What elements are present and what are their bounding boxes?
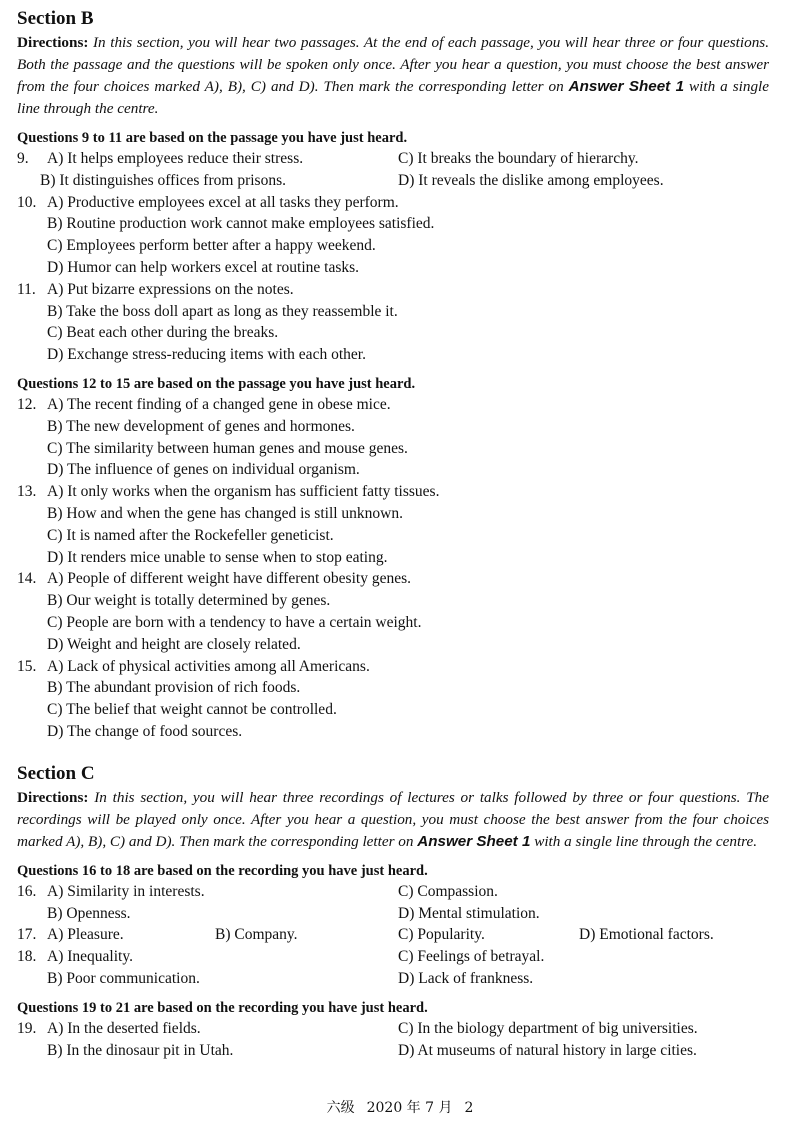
option-b: B) Routine production work cannot make employees satisfied.: [47, 215, 435, 233]
footer-level: 六级: [326, 1100, 355, 1116]
question-14: [17, 568, 769, 590]
answer-sheet-ref: Answer Sheet 1: [568, 78, 685, 95]
option-row: [17, 590, 769, 612]
option-row: [17, 525, 769, 547]
question-number: 10.: [17, 193, 37, 211]
question-9: [17, 148, 769, 170]
question-16-row2: [17, 903, 769, 925]
question-number: 15.: [17, 657, 37, 675]
question-number: 17.: [17, 926, 37, 944]
footer-date: 2020 年 7 月: [366, 1100, 453, 1116]
option-row: [17, 612, 769, 634]
page-footer: [0, 1097, 800, 1117]
question-number: 16.: [17, 882, 37, 900]
question-number: 13.: [17, 483, 37, 501]
option-b: B) Openness.: [47, 904, 131, 922]
option-a: A) Lack of physical activities among all Americans.: [47, 657, 370, 675]
option-c: C) Employees perform better after a happy weekend.: [47, 237, 376, 255]
option-d: D) The influence of genes on individual organism.: [47, 461, 360, 479]
option-row: [17, 235, 769, 257]
section-b-directions: [17, 32, 769, 120]
option-b: B) Company.: [215, 926, 298, 944]
question-group-heading: Questions 9 to 11 are based on the passage you have just heard.: [17, 130, 408, 146]
directions-text-end: with a single line through the centre.: [17, 78, 770, 117]
option-row: [17, 322, 769, 344]
option-b: B) How and when the gene has changed is still unknown.: [47, 504, 404, 522]
directions-label: Directions:: [17, 34, 89, 51]
option-d: D) Emotional factors.: [579, 926, 714, 944]
option-row: [17, 301, 769, 323]
option-d: D) It renders mice unable to sense when to stop eating.: [47, 548, 388, 566]
option-c: C) In the biology department of big universities.: [398, 1019, 698, 1037]
question-number: 14.: [17, 570, 37, 588]
option-row: [17, 257, 769, 279]
question-number: 18.: [17, 948, 37, 966]
option-c: C) Compassion.: [398, 882, 498, 900]
section-c-directions: [17, 787, 769, 853]
directions-label: Directions:: [17, 788, 89, 806]
option-b: B) The abundant provision of rich foods.: [47, 679, 301, 697]
option-b: B) Poor communication.: [47, 969, 200, 987]
option-d: D) Mental stimulation.: [398, 904, 540, 922]
question-19-row2: [17, 1040, 769, 1062]
option-a: A) Pleasure.: [47, 926, 124, 944]
question-17: [17, 924, 769, 946]
option-d: D) It reveals the dislike among employees.: [398, 171, 664, 189]
option-c: C) The belief that weight cannot be controlled.: [47, 701, 337, 719]
question-9-row2: [17, 170, 769, 192]
question-number: 11.: [17, 280, 36, 298]
option-b: B) Our weight is totally determined by genes.: [47, 592, 331, 610]
option-row: [17, 634, 769, 656]
question-10: [17, 192, 769, 214]
question-11: [17, 279, 769, 301]
option-d: D) The change of food sources.: [47, 722, 243, 740]
option-a: A) People of different weight have different obesity genes.: [47, 570, 411, 588]
option-a: A) In the deserted fields.: [47, 1019, 201, 1037]
option-row: [17, 438, 769, 460]
option-d: D) Exchange stress-reducing items with each other.: [47, 346, 366, 364]
question-group-heading: Questions 12 to 15 are based on the passage you have just heard.: [17, 375, 416, 392]
option-c: C) The similarity between human genes and mouse genes.: [47, 439, 408, 457]
option-c: C) Feelings of betrayal.: [398, 948, 545, 966]
option-row: [17, 213, 769, 235]
section-b-title: Section B: [17, 8, 94, 29]
option-a: A) Similarity in interests.: [47, 882, 205, 900]
option-row: [17, 344, 769, 366]
question-13: [17, 481, 769, 503]
question-number: 19.: [17, 1019, 37, 1037]
directions-text: In this section, you will hear three recordings of lectures or talks followed by three or four questions. The recordings will be played only once. After you hear a question, you must choose the best answer from the four choices marked A), B), C) and D). Then mark the corresponding letter on: [17, 788, 769, 850]
option-c: C) Popularity.: [398, 926, 485, 944]
question-number: 9.: [17, 150, 29, 167]
option-b: B) The new development of genes and hormones.: [47, 417, 355, 435]
option-a: A) Put bizarre expressions on the notes.: [47, 280, 294, 298]
answer-sheet-ref: Answer Sheet 1: [417, 832, 531, 850]
option-row: [17, 547, 769, 569]
directions-text: In this section, you will hear two passages. At the end of each passage, you will hear three or four questions. Both the passage and the questions will be spoken only once. After you hear a question, you must choose the best answer from the four choices marked A), B), C) and D). Then mark the corresponding letter on: [17, 34, 770, 95]
option-c: C) It is named after the Rockefeller geneticist.: [47, 526, 334, 544]
question-18-row2: [17, 968, 769, 990]
option-a: A) Productive employees excel at all tasks they perform.: [47, 193, 399, 211]
option-row: [17, 459, 769, 481]
option-d: D) Lack of frankness.: [398, 969, 534, 987]
option-b: B) It distinguishes offices from prisons.: [40, 171, 286, 189]
question-16: [17, 881, 769, 903]
option-b: B) In the dinosaur pit in Utah.: [47, 1041, 234, 1059]
option-d: D) Humor can help workers excel at routine tasks.: [47, 258, 360, 276]
section-c-title: Section C: [17, 762, 95, 784]
option-d: D) At museums of natural history in large cities.: [398, 1041, 697, 1059]
option-c: C) It breaks the boundary of hierarchy.: [398, 150, 639, 167]
option-a: A) Inequality.: [47, 948, 133, 966]
option-c: C) Beat each other during the breaks.: [47, 324, 279, 342]
page-number: 2: [464, 1100, 474, 1116]
option-b: B) Take the boss doll apart as long as they reassemble it.: [47, 302, 398, 320]
question-group-heading: Questions 16 to 18 are based on the recording you have just heard.: [17, 862, 428, 879]
option-d: D) Weight and height are closely related.: [47, 635, 301, 653]
option-a: A) The recent finding of a changed gene in obese mice.: [47, 395, 391, 413]
option-c: C) People are born with a tendency to have a certain weight.: [47, 613, 422, 631]
question-18: [17, 946, 769, 968]
option-row: [17, 721, 769, 743]
directions-text-end: with a single line through the centre.: [534, 832, 758, 850]
option-a: A) It helps employees reduce their stress.: [47, 150, 304, 167]
question-number: 12.: [17, 395, 37, 413]
option-row: [17, 677, 769, 699]
option-row: [17, 503, 769, 525]
question-group-heading: Questions 19 to 21 are based on the recording you have just heard.: [17, 999, 428, 1016]
option-a: A) It only works when the organism has sufficient fatty tissues.: [47, 483, 440, 501]
option-row: [17, 416, 769, 438]
option-row: [17, 699, 769, 721]
question-12: [17, 394, 769, 416]
question-15: [17, 656, 769, 678]
question-19: [17, 1018, 769, 1040]
exam-page: [17, 8, 769, 1061]
